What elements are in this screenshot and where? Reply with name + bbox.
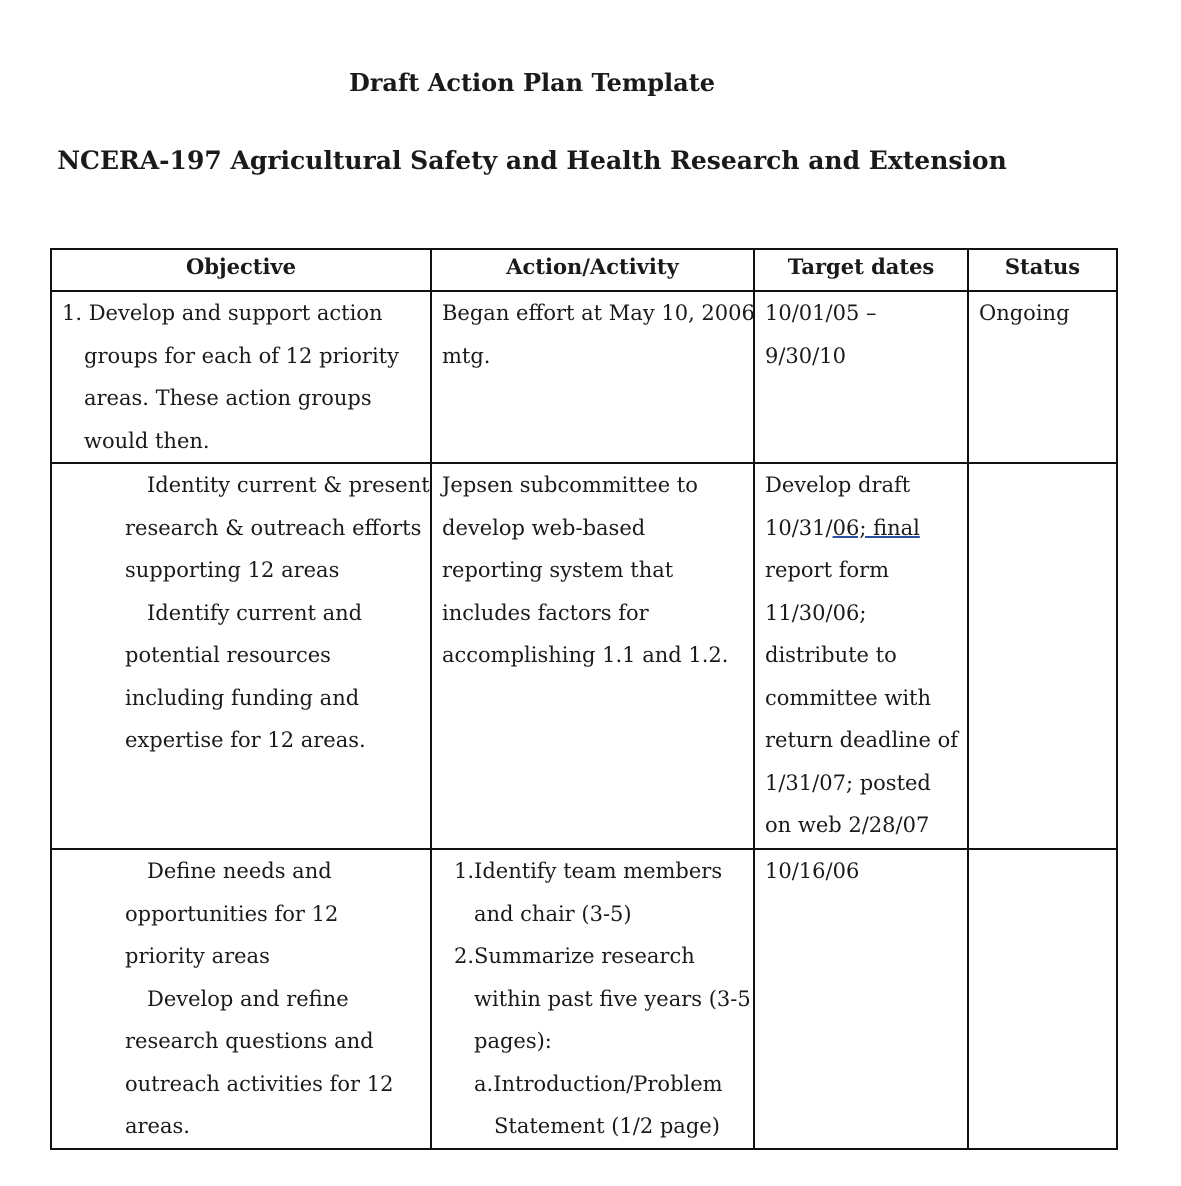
cell-line: 2.Summarize research (454, 944, 695, 968)
objective-cell (51, 849, 431, 1149)
cell-line: would then. (84, 428, 210, 453)
action-cell (431, 463, 754, 849)
cell-line: includes factors for (442, 600, 649, 625)
cell-line: 1.Identify team members (454, 859, 723, 883)
table-row (51, 291, 1117, 463)
cell-line: 10/01/05 – (765, 301, 877, 325)
cell-line: distribute to (765, 643, 897, 667)
column-header-target-dates: Target dates (754, 249, 968, 291)
cell-line: mtg. (442, 343, 491, 368)
cell-line: Began effort at May 10, 2006 (442, 301, 755, 325)
column-header-objective: Objective (51, 249, 431, 291)
date-prefix: 10/31/ (765, 515, 833, 540)
cell-line: Identify current and (147, 600, 363, 625)
cell-line: research & outreach efforts (125, 515, 422, 540)
status-value: Ongoing (979, 301, 1070, 325)
cell-line: Statement (1/2 page) (494, 1114, 720, 1138)
cell-line: potential resources (125, 643, 331, 667)
target-dates-cell (754, 291, 968, 463)
cell-line: report form (765, 558, 890, 582)
cell-line: areas. (125, 1114, 190, 1138)
cell-line: research questions and (125, 1029, 374, 1053)
cell-line: Develop draft (765, 473, 911, 497)
cell-line: Develop and refine (147, 986, 349, 1011)
target-dates-cell (754, 463, 968, 849)
cell-line: areas. These action groups (84, 386, 372, 410)
cell-line: supporting 12 areas (125, 558, 340, 582)
cell-line: 9/30/10 (765, 343, 846, 368)
cell-line: expertise for 12 areas. (125, 728, 366, 752)
cell-line: priority areas (125, 944, 270, 968)
cell-line: 10/16/06 (765, 859, 860, 883)
cell-line: accomplishing 1.1 and 1.2. (442, 643, 729, 667)
document-title: Draft Action Plan Template (348, 68, 716, 97)
column-header-action: Action/Activity (431, 249, 754, 291)
table-row (51, 463, 1117, 849)
column-header-status: Status (968, 249, 1117, 291)
cell-line: pages): (474, 1029, 552, 1053)
objective-cell (51, 291, 431, 463)
cell-line: a.Introduction/Problem (474, 1071, 723, 1096)
cell-line: including funding and (125, 685, 360, 710)
cell-line: reporting system that (442, 558, 674, 582)
status-cell (968, 291, 1117, 463)
action-cell (431, 291, 754, 463)
cell-line: groups for each of 12 priority (84, 343, 399, 368)
table-row (51, 849, 1117, 1149)
table-header-row (51, 249, 1117, 291)
document-subtitle: NCERA-197 Agricultural Safety and Health Research and Extension (57, 146, 1007, 175)
cell-line: return deadline of (765, 728, 958, 752)
cell-line: Jepsen subcommittee to (442, 473, 698, 497)
cell-line: develop web-based (442, 515, 646, 540)
target-dates-cell (754, 849, 968, 1149)
cell-line: within past five years (3-5 (474, 986, 751, 1011)
cell-line: 1/31/07; posted (765, 770, 931, 795)
underlined-date: 06; final (832, 515, 920, 540)
status-cell (968, 463, 1117, 849)
status-cell (968, 849, 1117, 1149)
cell-line: 1. Develop and support action (62, 301, 383, 325)
cell-line: committee with (765, 685, 932, 710)
action-plan-table (50, 248, 1118, 1150)
cell-line: Identity current & present (147, 473, 430, 497)
cell-line: outreach activities for 12 (125, 1071, 394, 1096)
cell-line: opportunities for 12 (125, 901, 339, 926)
cell-line (765, 507, 961, 550)
cell-line: Define needs and (147, 859, 332, 883)
cell-line: and chair (3-5) (474, 901, 632, 926)
objective-cell (51, 463, 431, 849)
action-cell (431, 849, 754, 1149)
cell-line: on web 2/28/07 (765, 813, 930, 837)
cell-line: 11/30/06; (765, 600, 867, 625)
